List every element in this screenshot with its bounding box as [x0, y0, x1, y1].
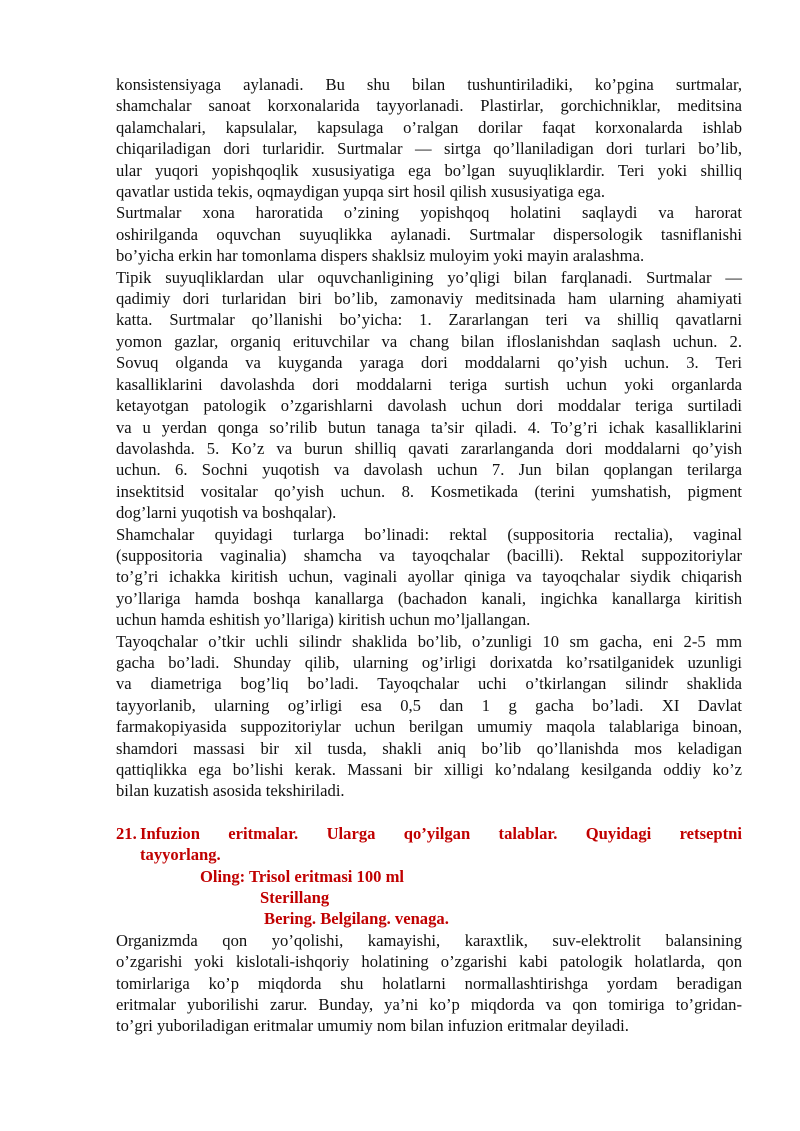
text-line: uchun hamda eshitish yo’llariga) kiritish uchun mo’ljallangan.: [116, 610, 531, 630]
text-line: yo’llariga hamda boshqa kanallarga (bachadon kanali, ingichka kanallarga kiritish: [116, 588, 742, 608]
text-line: oshirilganda oquvchan suyuqlikka aylanadi. Surtmalar dispersologik tasniflanishi: [116, 224, 742, 244]
prescription: [116, 866, 742, 930]
text-line: va diametriga bog’liq bo’ladi. Tayoqchalar uchi o’tkirlangan silindr shaklida: [116, 674, 742, 694]
text-line: Sovuq olganda va kuyganda yaraga dori moddalarni qo’yish uchun. 3. Teri: [116, 353, 742, 373]
text-line: to’gri yuboriladigan eritmalar umumiy nom bilan infuzion eritmalar deyiladi.: [116, 1016, 629, 1036]
document-page: [116, 74, 742, 1037]
text-line: qadimiy dori turlaridan biri bo’lib, zamonaviy meditsinada ham ularning ahamiyati: [116, 289, 742, 309]
text-line: kasalliklarini davolashda dori moddalarni teriga surtish uchun yoki organlarda: [116, 374, 742, 394]
text-line: insektitsid vositalar qo’yish uchun. 8. Kosmetikada (terini yumshatish, pigment: [116, 481, 742, 501]
text-line: davolashda. 5. Ko’z va burun shilliq qavati zararlanganda dori moddalarni qo’yish: [116, 438, 742, 458]
text-line: to’g’ri ichakka kiritish uchun, vaginali ayollar qiniga va tayoqchalar siydik chiqarish: [116, 567, 742, 587]
text-line: tomirlariga ko’p miqdorda shu holatlarni normallashtirishga yordam beradigan: [116, 973, 742, 993]
paragraph-tayoqchalar: [116, 631, 742, 802]
text-line: qavatlar ustida tekis, oqmaydigan yupqa sirt hosil qilish xususiyatiga ega.: [116, 182, 605, 202]
section-heading: [116, 823, 742, 866]
text-line: qalamchalari, kapsulalar, kapsulaga o’ralgan dorilar faqat korxonalarda ishlab: [116, 117, 742, 137]
text-line: uchun. 6. Sochni yuqotish va davolash uchun 7. Jun bilan qoplangan terilarga: [116, 460, 742, 480]
paragraph-surtmalar: [116, 74, 742, 524]
heading-number: 21.: [116, 823, 137, 843]
prescription-line: Bering. Belgilang. venaga.: [264, 909, 449, 929]
heading-line: tayyorlang.: [140, 845, 221, 865]
text-line: katta. Surtmalar qo’llanishi bo’yicha: 1. Zararlangan teri va shilliq qavatlarni: [116, 310, 742, 330]
heading-line: Infuzion eritmalar. Ularga qo’yilgan talablar. Quyidagi retseptni: [140, 823, 742, 843]
text-line: Organizmda qon yo’qolishi, kamayishi, karaxtlik, suv-elektrolit balansining: [116, 930, 742, 950]
text-line: bo’yicha erkin har tomonlama dispers shaklsiz muloyim yoki mayin aralashma.: [116, 246, 645, 266]
prescription-line: Sterillang: [260, 888, 330, 908]
text-line: konsistensiyaga aylanadi. Bu shu bilan tushuntiriladiki, ko’pgina surtmalar,: [116, 75, 742, 94]
spacer: [116, 802, 742, 823]
text-line: shamdori massasi bir xil tusda, shakli aniq bo’lib qo’llanishda mos keladigan: [116, 738, 742, 758]
heading-text: [140, 823, 742, 866]
prescription-line: Oling: Trisol eritmasi 100 ml: [200, 866, 405, 886]
text-line: farmakopiyasida suppozitoriylar uchun berilgan umumiy maqola talablariga binoan,: [116, 717, 742, 737]
text-line: chiqariladigan dori turlaridir. Surtmalar — sirtga qo’llaniladigan dori turlari bo’lib,: [116, 139, 742, 159]
text-line: o’zgarishi yoki kislotali-ishqoriy holatining o’zgarishi kabi patologik holatlarda, qon: [116, 952, 742, 972]
text-line: tayyorlanib, ularning og’irligi esa 0,5 dan 1 g gacha bo’ladi. XI Davlat: [116, 695, 742, 715]
text-line: (suppositoria vaginalia) shamcha va tayoqchalar (bacilli). Rektal suppozitoriylar: [116, 545, 742, 565]
text-line: eritmalar yuborilishi zarur. Bunday, ya’ni ko’p miqdorda va qon tomiriga to’gridan-: [116, 995, 742, 1015]
text-line: Tipik suyuqliklardan ular oquvchanligining yo’qligi bilan farqlanadi. Surtmalar —: [116, 267, 742, 287]
text-line: Surtmalar xona haroratida o’zining yopishqoq holatini saqlaydi va harorat: [116, 203, 742, 223]
text-line: shamchalar sanoat korxonalarida tayyorlanadi. Plastirlar, gorchichniklar, meditsina: [116, 96, 742, 116]
text-line: dog’larni yuqotish va boshqalar).: [116, 503, 337, 523]
text-line: Shamchalar quyidagi turlarga bo’linadi: rektal (suppositoria rectalia), vaginal: [116, 524, 742, 544]
text-line: ketayotgan patologik o’zgarishlarni davolash uchun dori moddalar teriga surtiladi: [116, 396, 742, 416]
text-line: gacha bo’ladi. Shunday qilib, ularning og’irligi dorixatda ko’rsatilganidek uzunligi: [116, 652, 742, 672]
text-line: qattiqlikka ega bo’lishi kerak. Massani bir xilligi ko’ndalang kesilganda oddiy ko’z: [116, 760, 742, 779]
text-line: Tayoqchalar o’tkir uchli silindr shaklida bo’lib, o’zunligi 10 sm gacha, eni 2-5 mm: [116, 631, 742, 651]
text-line: ular yuqori yopishqoqlik xususiyatiga ega bo’lgan suyuqliklardir. Teri yoki shilliq: [116, 160, 742, 180]
paragraph-shamchalar: [116, 524, 742, 631]
text-line: yomon gazlar, organiq erituvchilar va chang bilan ifloslanishdan saqlash uchun. 2.: [116, 331, 742, 351]
paragraph-infuzion: [116, 930, 742, 1037]
text-line: va u yerdan qonga so’rilib butun tanaga ta’sir qiladi. 4. To’g’ri ichak kasalliklarini: [116, 417, 742, 437]
text-line: bilan kuzatish asosida tekshiriladi.: [116, 781, 345, 801]
